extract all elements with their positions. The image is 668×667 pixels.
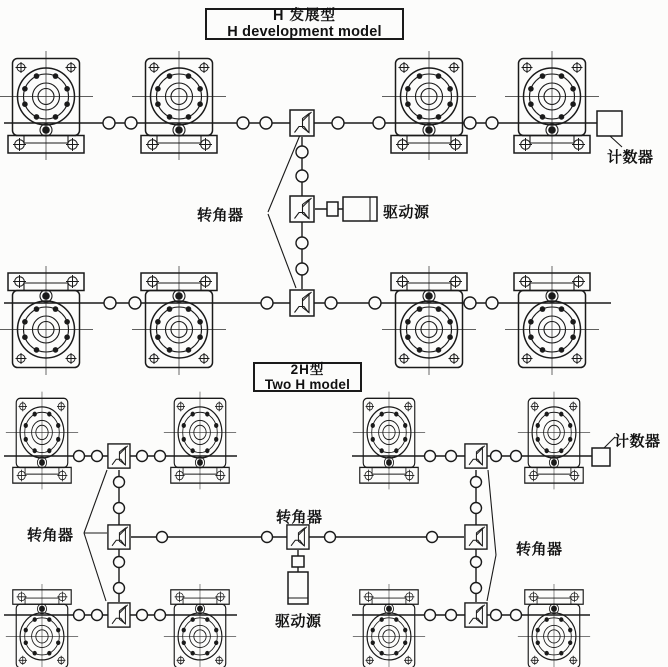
gearbox-unit	[164, 392, 236, 490]
two-h-model-title-box	[253, 362, 362, 392]
angle-converter-label-h: 转角器	[197, 207, 244, 224]
gearbox-row-2h-top	[6, 392, 590, 490]
two-h-model-title-cn: 2H型	[290, 361, 325, 377]
gearbox-unit	[6, 584, 78, 667]
angle-converter-box	[108, 603, 130, 627]
gearbox-row-h-bottom	[0, 266, 599, 375]
counter-label-2h: 计数器	[614, 433, 661, 450]
drive-motor-2h	[288, 556, 308, 604]
h-model-title-cn: H 发展型	[273, 7, 336, 24]
angle-converter-box	[287, 525, 309, 549]
gearbox-unit	[353, 584, 425, 667]
gearbox-unit	[132, 266, 226, 375]
gearbox-unit	[132, 51, 226, 160]
two-h-model-title-en: Two H model	[264, 377, 351, 392]
gearbox-row-h-top	[0, 51, 599, 160]
counter-label-h: 计数器	[607, 149, 654, 166]
h-model-title-box	[205, 8, 404, 40]
gearbox-unit	[0, 266, 93, 375]
angle-converter-box	[290, 290, 314, 316]
counter-box-2h	[592, 448, 610, 466]
gearbox-unit	[518, 584, 590, 667]
angle-converter-box	[465, 525, 487, 549]
angle-converter-box	[108, 525, 130, 549]
gearbox-unit	[6, 392, 78, 490]
h-model-title-en: H development model	[227, 24, 382, 40]
drive-source-label-h: 驱动源	[383, 204, 430, 221]
angle-converter-label-2h-left: 转角器	[27, 527, 74, 544]
gearbox-unit	[0, 51, 93, 160]
drive-motor-h	[327, 197, 377, 221]
gearbox-unit	[505, 266, 599, 375]
drive-source-label-2h: 驱动源	[275, 613, 322, 630]
gearbox-unit	[518, 392, 590, 490]
gearbox-unit	[505, 51, 599, 160]
gearbox-unit	[164, 584, 236, 667]
angle-converter-box	[290, 196, 314, 222]
gearbox-unit	[382, 266, 476, 375]
angle-converter-box	[108, 444, 130, 468]
angle-converter-label-2h-right: 转角器	[516, 541, 563, 558]
angle-converter-label-2h-center: 转角器	[276, 509, 323, 526]
angle-converter-box	[290, 110, 314, 136]
counter-box-h	[597, 111, 622, 136]
gearbox-unit	[382, 51, 476, 160]
gearbox-unit	[353, 392, 425, 490]
angle-converter-box	[465, 603, 487, 627]
angle-converter-box	[465, 444, 487, 468]
